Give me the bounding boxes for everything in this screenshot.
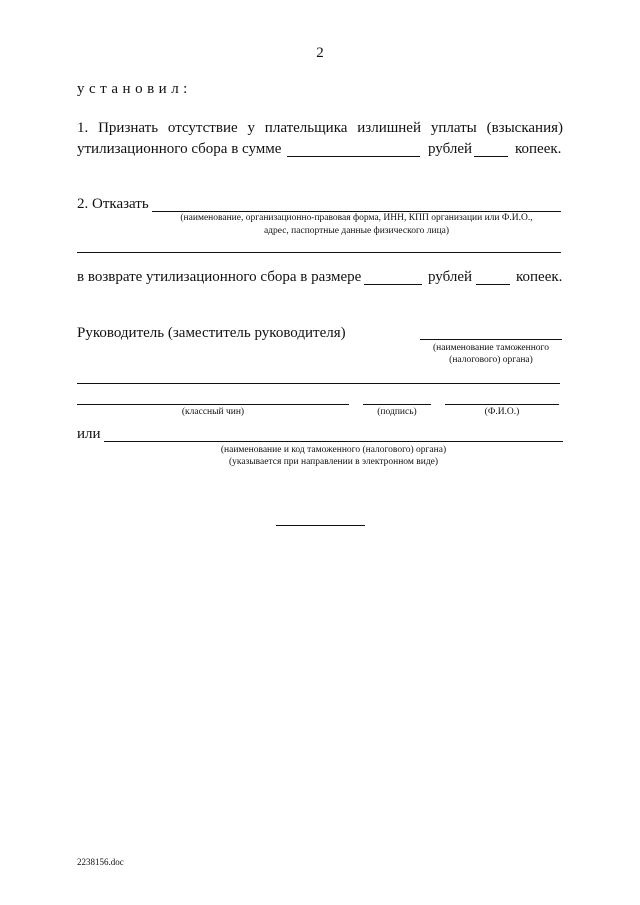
authority-caption-line2: (налогового) органа) — [449, 355, 533, 365]
item2-kopecks-label: копеек. — [516, 269, 563, 285]
item2-name-caption-line1: (наименование, организационно-правовая форма, ИНН, КПП организации или Ф.И.О., — [180, 213, 533, 223]
item2-name-blank-continued — [77, 252, 561, 253]
page-number: 2 — [316, 45, 324, 61]
authority-name-blank-continued — [77, 383, 560, 384]
item2-refund-prefix: в возврате утилизационного сбора в размере — [77, 269, 362, 285]
item2-rubles-label: рублей — [428, 269, 473, 285]
item1-kopecks-label: копеек. — [515, 141, 562, 157]
decided-heading: установил: — [77, 81, 192, 97]
item1-amount-blank — [287, 156, 420, 157]
item2-kopecks-blank — [476, 284, 510, 285]
item1-kopecks-blank — [474, 156, 508, 157]
item2-amount-blank — [364, 284, 422, 285]
rank-blank — [77, 404, 349, 405]
authority-code-caption-line1: (наименование и код таможенного (налогового) органа) — [220, 445, 447, 455]
full-name-blank — [445, 404, 559, 405]
signature-caption: (подпись) — [377, 407, 417, 417]
rank-caption: (классный чин) — [181, 407, 245, 417]
authority-code-caption-line2: (указывается при направлении в электронном виде) — [228, 457, 439, 467]
item2-name-blank — [152, 211, 561, 212]
full-name-caption: (Ф.И.О.) — [484, 407, 520, 417]
item2-refuse-label: 2. Отказать — [77, 196, 149, 212]
head-label: Руководитель (заместитель руководителя) — [77, 325, 346, 341]
authority-caption-line1: (наименование таможенного — [433, 343, 549, 353]
authority-code-blank — [104, 441, 563, 442]
footer-filename: 2238156.doc — [77, 857, 124, 867]
item2-name-caption-line2: адрес, паспортные данные физического лица) — [263, 226, 450, 236]
item1-amount-prefix: утилизационного сбора в сумме — [77, 141, 282, 157]
signature-blank — [363, 404, 431, 405]
item1-line1: 1. Признать отсутствие у плательщика излишней уплаты (взыскания) — [77, 120, 563, 136]
authority-name-blank — [420, 339, 562, 340]
or-label: или — [77, 426, 101, 442]
item1-rubles-label: рублей — [428, 141, 473, 157]
end-rule — [276, 525, 365, 526]
